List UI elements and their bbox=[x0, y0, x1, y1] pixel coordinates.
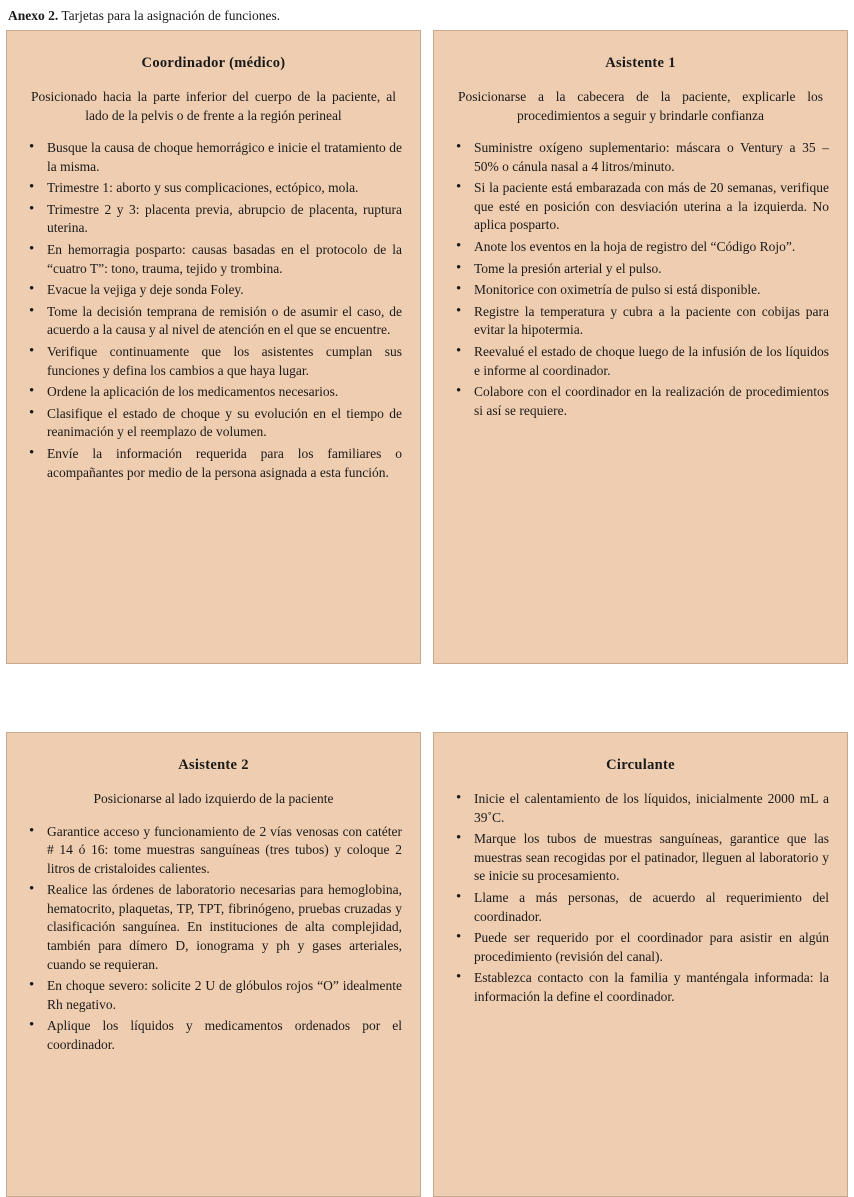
list-item: • Clasifique el estado de choque y su evolución en el tiempo de reanimación y el reemplazo de volumen. bbox=[25, 405, 402, 442]
list-item: • Garantice acceso y funcionamiento de 2 vías venosas con catéter # 14 ó 16: tome muestras sanguíneas (tres tubos) y coloque 2 litros de cristaloides calientes. bbox=[25, 823, 402, 879]
card-title: Asistente 1 bbox=[605, 55, 676, 71]
list-item: • Monitorice con oximetría de pulso si está disponible. bbox=[452, 281, 829, 300]
list-item: • Envíe la información requerida para los familiares o acompañantes por medio de la persona asignada a esta función. bbox=[25, 445, 402, 482]
grid-row-spacer bbox=[6, 674, 848, 722]
card-bullet-list bbox=[452, 790, 829, 1007]
list-item: • Busque la causa de choque hemorrágico e inicie el tratamiento de la misma. bbox=[25, 139, 402, 176]
list-item: • Registre la temperatura y cubra a la paciente con cobijas para evitar la hipotermia. bbox=[452, 303, 829, 340]
list-item: • Colabore con el coordinador en la realización de procedimientos si así se requiere. bbox=[452, 383, 829, 420]
list-item: • Ordene la aplicación de los medicamentos necesarios. bbox=[25, 383, 402, 402]
caption-label: Anexo 2. bbox=[8, 8, 59, 23]
card-circulante bbox=[433, 732, 848, 1197]
card-coordinador bbox=[6, 30, 421, 664]
list-item: • Si la paciente está embarazada con más de 20 semanas, verifique que esté en posición con desviación uterina a la izquierda. No aplica posparto. bbox=[452, 179, 829, 235]
card-asistente-1 bbox=[433, 30, 848, 664]
list-item: • Llame a más personas, de acuerdo al requerimiento del coordinador. bbox=[452, 889, 829, 926]
card-intro: Posicionarse al lado izquierdo de la paciente bbox=[93, 791, 334, 806]
list-item: • Trimestre 2 y 3: placenta previa, abrupcio de placenta, ruptura uterina. bbox=[25, 201, 402, 238]
list-item: • Verifique continuamente que los asistentes cumplan sus funciones y defina los cambios a que haya lugar. bbox=[25, 343, 402, 380]
list-item: • Evacue la vejiga y deje sonda Foley. bbox=[25, 281, 402, 300]
card-title: Circulante bbox=[606, 757, 675, 773]
list-item: • Realice las órdenes de laboratorio necesarias para hemoglobina, hematocrito, plaquetas, TP, TPT, fibrinógeno, pruebas cruzadas y clasificación sanguínea. En instituciones de alta complejidad, también para dímero D, ionograma y ph y gases arteriales, cuando se requieran. bbox=[25, 881, 402, 974]
list-item: • Tome la decisión temprana de remisión o de asumir el caso, de acuerdo a la causa y al nivel de atención en el que se encuentre. bbox=[25, 303, 402, 340]
card-title: Coordinador (médico) bbox=[141, 55, 286, 71]
list-item: • Trimestre 1: aborto y sus complicaciones, ectópico, mola. bbox=[25, 179, 402, 198]
list-item: • Suministre oxígeno suplementario: máscara o Ventury a 35 – 50% o cánula nasal a 4 litros/minuto. bbox=[452, 139, 829, 176]
list-item: • Marque los tubos de muestras sanguíneas, garantice que las muestras sean recogidas por el patinador, lleguen al laboratorio y se inicie su procesamiento. bbox=[452, 830, 829, 886]
card-title: Asistente 2 bbox=[178, 757, 249, 773]
list-item: • Inicie el calentamiento de los líquidos, inicialmente 2000 mL a 39˚C. bbox=[452, 790, 829, 827]
card-intro: Posicionarse a la cabecera de la paciente, explicarle los procedimientos a seguir y brindarle confianza bbox=[458, 89, 823, 123]
list-item: • Establezca contacto con la familia y manténgala informada: la información la define el coordinador. bbox=[452, 969, 829, 1006]
card-bullet-list bbox=[25, 823, 402, 1055]
card-bullet-list bbox=[25, 139, 402, 482]
list-item: • Anote los eventos en la hoja de registro del “Código Rojo”. bbox=[452, 238, 829, 257]
card-asistente-2 bbox=[6, 732, 421, 1197]
list-item: • En hemorragia posparto: causas basadas en el protocolo de la “cuatro T”: tono, trauma, tejido y trombina. bbox=[25, 241, 402, 278]
list-item: • Aplique los líquidos y medicamentos ordenados por el coordinador. bbox=[25, 1017, 402, 1054]
list-item: • Tome la presión arterial y el pulso. bbox=[452, 260, 829, 279]
figure-caption bbox=[8, 8, 848, 24]
list-item: • En choque severo: solicite 2 U de glóbulos rojos “O” idealmente Rh negativo. bbox=[25, 977, 402, 1014]
caption-text: Tarjetas para la asignación de funciones. bbox=[58, 8, 281, 23]
cards-grid bbox=[6, 30, 848, 1197]
list-item: • Puede ser requerido por el coordinador para asistir en algún procedimiento (revisión del canal). bbox=[452, 929, 829, 966]
card-intro: Posicionado hacia la parte inferior del cuerpo de la paciente, al lado de la pelvis o de frente a la región perineal bbox=[31, 89, 396, 123]
list-item: • Reevalué el estado de choque luego de la infusión de los líquidos e informe al coordinador. bbox=[452, 343, 829, 380]
card-bullet-list bbox=[452, 139, 829, 420]
